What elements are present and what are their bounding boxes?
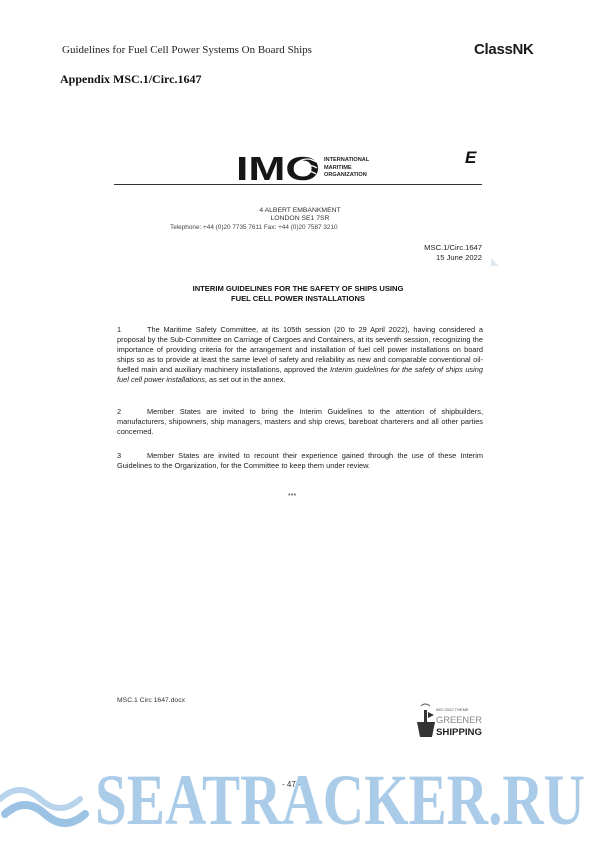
imo-logo-text: IMO [236, 153, 320, 183]
watermark-corner-mark [491, 258, 499, 266]
badge-shipping-text: SHIPPING [436, 727, 482, 737]
paragraph-emphasis: Interim guidelines for the safety of ships using fuel cell power installations [117, 365, 483, 384]
paragraph-number: 3 [117, 451, 122, 460]
paragraph-text: , as set out in the annex. [204, 375, 286, 384]
document-title: FUEL CELL POWER INSTALLATIONS [230, 294, 365, 303]
address-line: LONDON SE1 7SR [270, 215, 330, 222]
circular-reference: MSC.1/Circ.1647 [424, 243, 482, 252]
paragraph-text: Member States are invited to recount their experience gained through the use of these Interim Guidelines to the Organization, for the Committee to keep them under review. [117, 451, 483, 470]
org-line: ORGANIZATION [324, 172, 367, 178]
imo-logo [236, 153, 322, 183]
contact-line: Telephone: +44 (0)20 7735 7611 Fax: +44 (0)20 7587 3210 [170, 224, 338, 231]
watermark-text: SEATRACKER.RU [95, 760, 585, 834]
org-line: INTERNATIONAL [324, 157, 370, 163]
organization-name [324, 157, 369, 180]
badge-top-text: IMO 2022 THEME [436, 707, 469, 712]
document-title: INTERIM GUIDELINES FOR THE SAFETY OF SHIPS USING [192, 284, 404, 293]
page-number: - 47 - [282, 780, 301, 789]
running-header: Guidelines for Fuel Cell Power Systems On Board Ships [62, 44, 312, 56]
paragraph-number: 2 [117, 407, 122, 416]
letterhead-divider [114, 184, 482, 185]
language-code: E [465, 148, 477, 167]
classnk-logo: ClassNK [474, 41, 534, 58]
wave-icon [0, 790, 85, 823]
greener-shipping-badge [414, 702, 486, 742]
document-filename: MSC.1 Circ 1647.docx [117, 697, 185, 704]
paragraph-2 [117, 407, 483, 437]
paragraph-1 [117, 325, 483, 385]
paragraph-number: 1 [117, 325, 122, 334]
paragraph-text: The Maritime Safety Committee, at its 105th session (20 to 29 April 2022), having considered a proposal by the Sub-Committee on Carriage of Cargoes and Containers, at its seventh session, recognizing the importance of providing criteria for the arrangement and installation of fuel cell power installations on board ships so as to provide at least the same level of safety and reliability as new and comparable conventional oil-fuelled main and auxiliary machinery installations, approved the [117, 325, 483, 374]
seatracker-watermark [0, 754, 596, 834]
badge-greener-text: GREENER [436, 715, 483, 725]
ship-icon [417, 704, 435, 737]
circular-date: 15 June 2022 [435, 253, 482, 262]
paragraph-3 [117, 451, 483, 471]
address-line: 4 ALBERT EMBANKMENT [259, 207, 341, 214]
org-line: MARITIME [324, 164, 352, 171]
section-separator: *** [288, 493, 297, 500]
appendix-title: Appendix MSC.1/Circ.1647 [60, 72, 202, 86]
paragraph-text: Member States are invited to bring the Interim Guidelines to the attention of shipbuilders, manufacturers, shipowners, ship managers, masters and ship crews, bareboat charterers and all other parties concerned. [117, 407, 483, 436]
